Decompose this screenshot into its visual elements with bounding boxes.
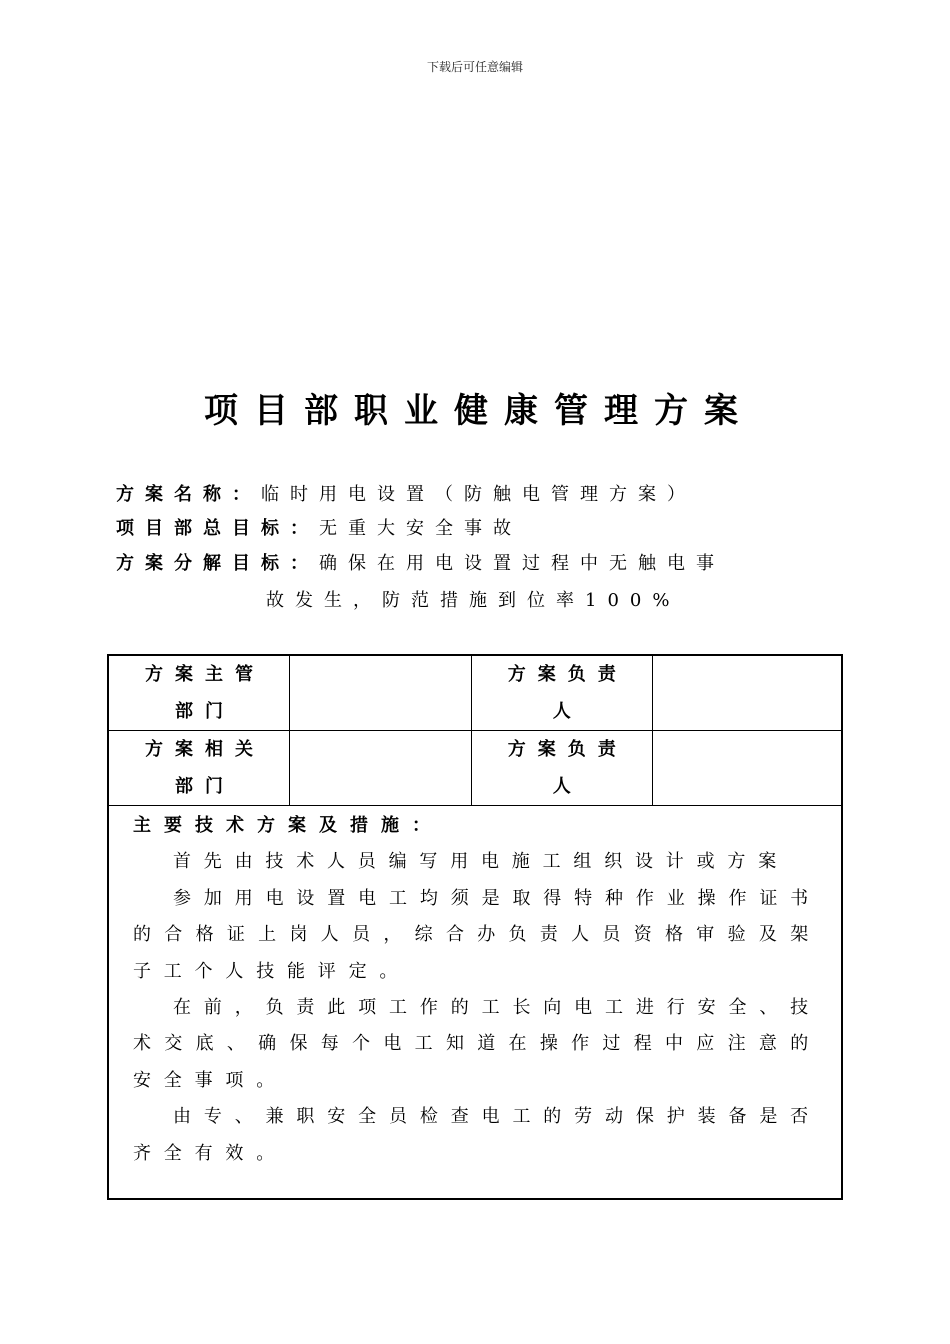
- overall-goal-value: 无重大安全事故: [319, 518, 522, 539]
- responsible-person-label-2: 人: [552, 701, 583, 722]
- overall-goal-label: 项目部总目标：: [116, 518, 319, 539]
- measures-cell: [108, 806, 842, 1200]
- decomposed-goal-value: 确保在用电设置过程中无触电事: [319, 553, 725, 574]
- measure-paragraph: 参加用电设置电工均须是取得特种作业操作证书的合格证上岗人员，综合办负责人员资格审验及架子工个人技能评定。: [133, 887, 821, 982]
- related-dept-label-1: 方案相关: [145, 739, 266, 760]
- supervising-dept-label-2: 部门: [175, 701, 236, 722]
- plan-form-table: [107, 654, 843, 1200]
- supervising-dept-value[interactable]: [290, 655, 471, 731]
- supervising-dept-label-cell: [108, 655, 290, 731]
- measure-paragraph: 由专、兼职安全员检查电工的劳动保护装备是否齐全有效。: [133, 1106, 821, 1164]
- table-row: [108, 655, 842, 731]
- responsible-person-2-value[interactable]: [653, 731, 842, 806]
- related-dept-value[interactable]: [290, 731, 471, 806]
- responsible-person-2-label-2: 人: [552, 776, 583, 797]
- responsible-person-label-1: 方案负责: [507, 664, 628, 685]
- plan-name-label: 方案名称：: [116, 484, 261, 505]
- responsible-person-2-label-1: 方案负责: [507, 739, 628, 760]
- header-note: 下载后可任意编辑: [426, 60, 523, 74]
- decomposed-goal-line: [116, 549, 826, 575]
- document-title: 项目部职业健康管理方案: [204, 391, 754, 431]
- plan-name-line: [116, 480, 826, 506]
- responsible-person-value[interactable]: [653, 655, 842, 731]
- supervising-dept-label-1: 方案主管: [145, 664, 266, 685]
- measures-heading: 主要技术方案及措施：: [133, 815, 443, 836]
- measure-paragraph: 在前，负责此项工作的工长向电工进行安全、技术交底、确保每个电工知道在操作过程中应注意的安全事项。: [133, 997, 821, 1091]
- decomposed-goal-continuation: 故发生，防范措施到位率100%: [266, 590, 681, 611]
- decomposed-goal-label: 方案分解目标：: [116, 553, 319, 574]
- table-row: [108, 806, 842, 1200]
- related-dept-label-2: 部门: [175, 776, 236, 797]
- related-dept-label-cell: [108, 731, 290, 806]
- table-row: [108, 731, 842, 806]
- responsible-person-label-cell: [471, 655, 653, 731]
- measure-paragraph: 首先由技术人员编写用电施工组织设计或方案: [173, 851, 789, 873]
- overall-goal-line: [116, 514, 826, 540]
- plan-name-value: 临时用电设置（防触电管理方案）: [261, 484, 696, 505]
- responsible-person-2-label-cell: [471, 731, 653, 806]
